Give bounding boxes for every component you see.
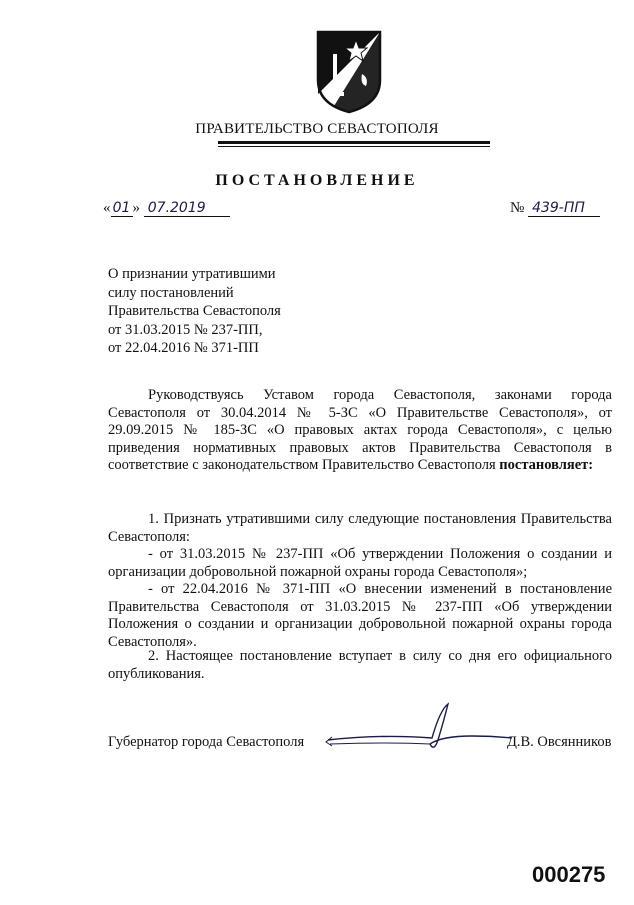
document-subject	[108, 265, 368, 358]
date-open-quote: «	[103, 200, 111, 216]
handwritten-signature	[322, 700, 522, 760]
preamble-text: Руководствуясь Уставом города Севастополя, законами города Севастополя от 30.04.2014 № 5-ЗС «О Правительстве Севастополя», от 29.09.2015 № 185-ЗС «О правовых актах города Севастополя», с целью приведения нормативных правовых актов Правительства Севастополя в соответствие с законодательством Правительство Севастополя	[108, 387, 612, 473]
document-title: ПОСТАНОВЛЕНИЕ	[215, 172, 419, 189]
subject-line: О признании утратившими	[108, 266, 276, 282]
document-number	[510, 200, 600, 217]
government-name: ПРАВИТЕЛЬСТВО СЕВАСТОПОЛЯ	[195, 121, 439, 137]
document-date	[103, 200, 230, 217]
number-sign: №	[510, 200, 525, 216]
header-rule-thick	[218, 141, 490, 144]
item-1: 1. Признать утратившими силу следующие постановления Правительства Севастополя:	[108, 511, 612, 545]
coat-of-arms-icon	[314, 28, 384, 114]
subject-line: от 31.03.2015 № 237-ПП,	[108, 321, 263, 338]
date-month-year: 07.2019	[144, 200, 230, 217]
subject-line: силу постановлений	[108, 284, 234, 301]
subject-line: от 22.04.2016 № 371-ПП	[108, 340, 259, 356]
resolution-items	[108, 511, 612, 651]
item-1-a: - от 31.03.2015 № 237-ПП «Об утверждении Положения о создании и организации добровольной пожарной охраны города Севастополя»;	[108, 546, 612, 580]
resolves-word: постановляет:	[499, 457, 594, 473]
date-day: 01	[111, 200, 133, 217]
form-serial-number: 000275	[532, 862, 606, 887]
header-rule-thin	[218, 146, 490, 147]
subject-line: Правительства Севастополя	[108, 303, 281, 319]
signer-name: Д.В. Овсянников	[507, 734, 612, 750]
date-close-quote: »	[132, 200, 140, 216]
signer-position: Губернатор города Севастополя	[108, 734, 305, 750]
number-value: 439-ПП	[528, 200, 600, 217]
item-2: 2. Настоящее постановление вступает в силу со дня его официального опубликования.	[108, 648, 612, 682]
preamble-paragraph	[108, 387, 612, 475]
item-1-b: - от 22.04.2016 № 371-ПП «О внесении изменений в постановление Правительства Севастополя от 31.03.2015 № 237-ПП «Об утверждении Положения о создании и организации добровольной пожарной охраны города Севастополя».	[108, 581, 612, 650]
